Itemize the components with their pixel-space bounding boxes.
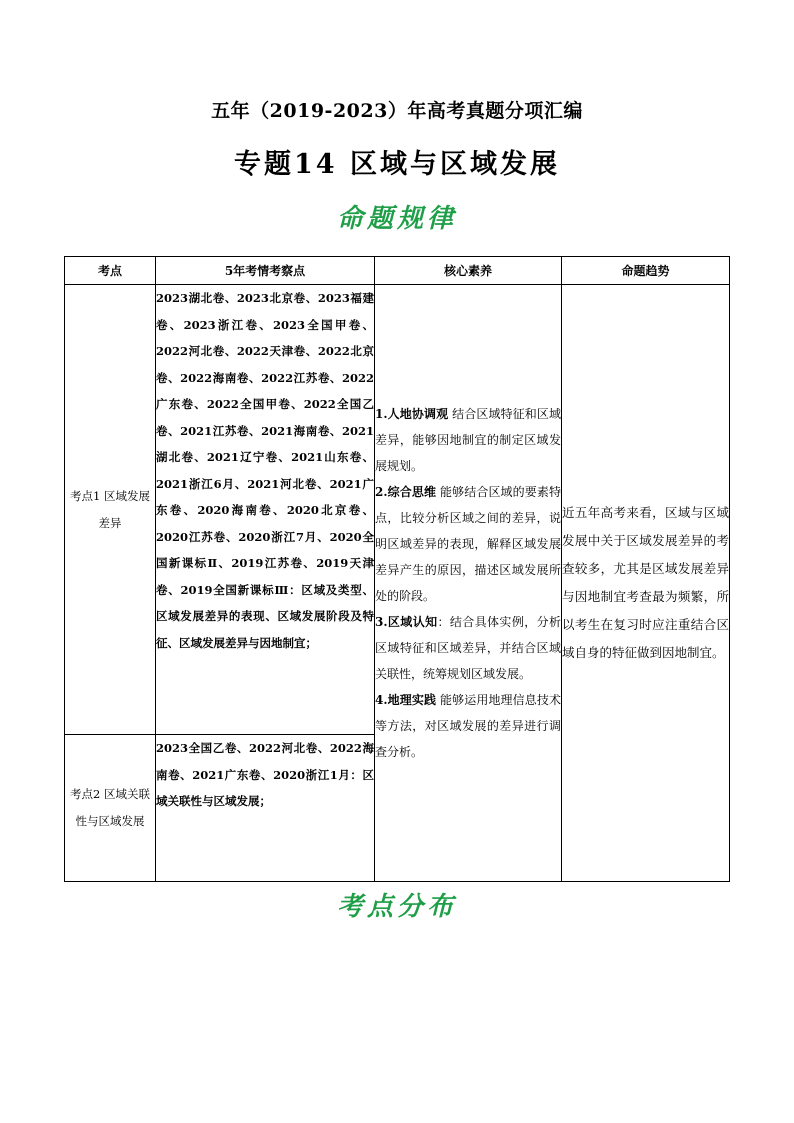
exams-cell: 2023全国乙卷、2022河北卷、2022海南卷、2021广东卷、2020浙江1月：区域关联性与区域发展； [156, 735, 375, 882]
header-cell-core: 核心素养 [375, 257, 562, 285]
core-item-label: 2.综合思维 [375, 485, 437, 499]
core-item [375, 479, 561, 609]
core-item-text: 能够结合区域的要素特点，比较分析区域之间的差异，说明区域差异的表现，解释区域发展差异产生的原因，描述区域发展所处的阶段。 [375, 485, 561, 603]
point-cell: 考点1 区域发展差异 [65, 285, 156, 735]
core-item-label: 1.人地协调观 [375, 407, 449, 421]
core-item [375, 609, 561, 687]
core-item-text: 能够运用地理信息技术等方法，对区域发展的差异进行调查分析。 [375, 693, 561, 759]
section-heading-rules: 命题规律 [336, 204, 457, 234]
core-literacy-cell [375, 285, 562, 882]
core-item [375, 401, 561, 479]
core-item-text: ：结合具体实例，分析区域特征和区域差异，并结合区域关联性，统筹规划区域发展。 [375, 615, 561, 681]
core-item [375, 687, 561, 765]
trend-cell: 近五年高考来看，区域与区域发展中关于区域发展差异的考查较多，尤其是区域发展差异与因地制宜考查最为频繁，所以考生在复习时应注重结合区域自身的特征做到因地制宜。 [562, 285, 730, 882]
table-header-row [65, 257, 730, 285]
core-item-text: 结合区域特征和区域差异，能够因地制宜的制定区域发展规划。 [375, 407, 561, 473]
point-cell: 考点2 区域关联性与区域发展 [65, 735, 156, 882]
header-cell-exams: 5年考情考察点 [156, 257, 375, 285]
topic-title: 专题14 区域与区域发展 [234, 149, 560, 180]
document-title: 五年（2019-2023）年高考真题分项汇编 [211, 100, 583, 122]
table-row [65, 285, 730, 735]
header-cell-point: 考点 [65, 257, 156, 285]
exam-analysis-table [64, 256, 730, 882]
section-heading-distribution: 考点分布 [336, 892, 457, 922]
core-item-label: 4.地理实践 [375, 693, 437, 707]
header-cell-trend: 命题趋势 [562, 257, 730, 285]
exams-cell: 2023湖北卷、2023北京卷、2023福建卷、2023浙江卷、2023全国甲卷、2022河北卷、2022天津卷、2022北京卷、2022海南卷、2022江苏卷、2022广东卷、2022全国甲卷、2022全国乙卷、2021江苏卷、2021海南卷、2021湖北卷、2021辽宁卷、2021山东卷、2021浙江6月、2021河北卷、2021广东卷、2020海南卷、2020北京卷、2020江苏卷、2020浙江7月、2020全国新课标Ⅱ、2019江苏卷、2019天津卷、2019全国新课标Ⅲ：区域及类型、区域发展差异的表现、区域发展阶段及特征、区域发展差异与因地制宜； [156, 285, 375, 735]
core-item-label: 3.区域认知 [375, 615, 438, 629]
